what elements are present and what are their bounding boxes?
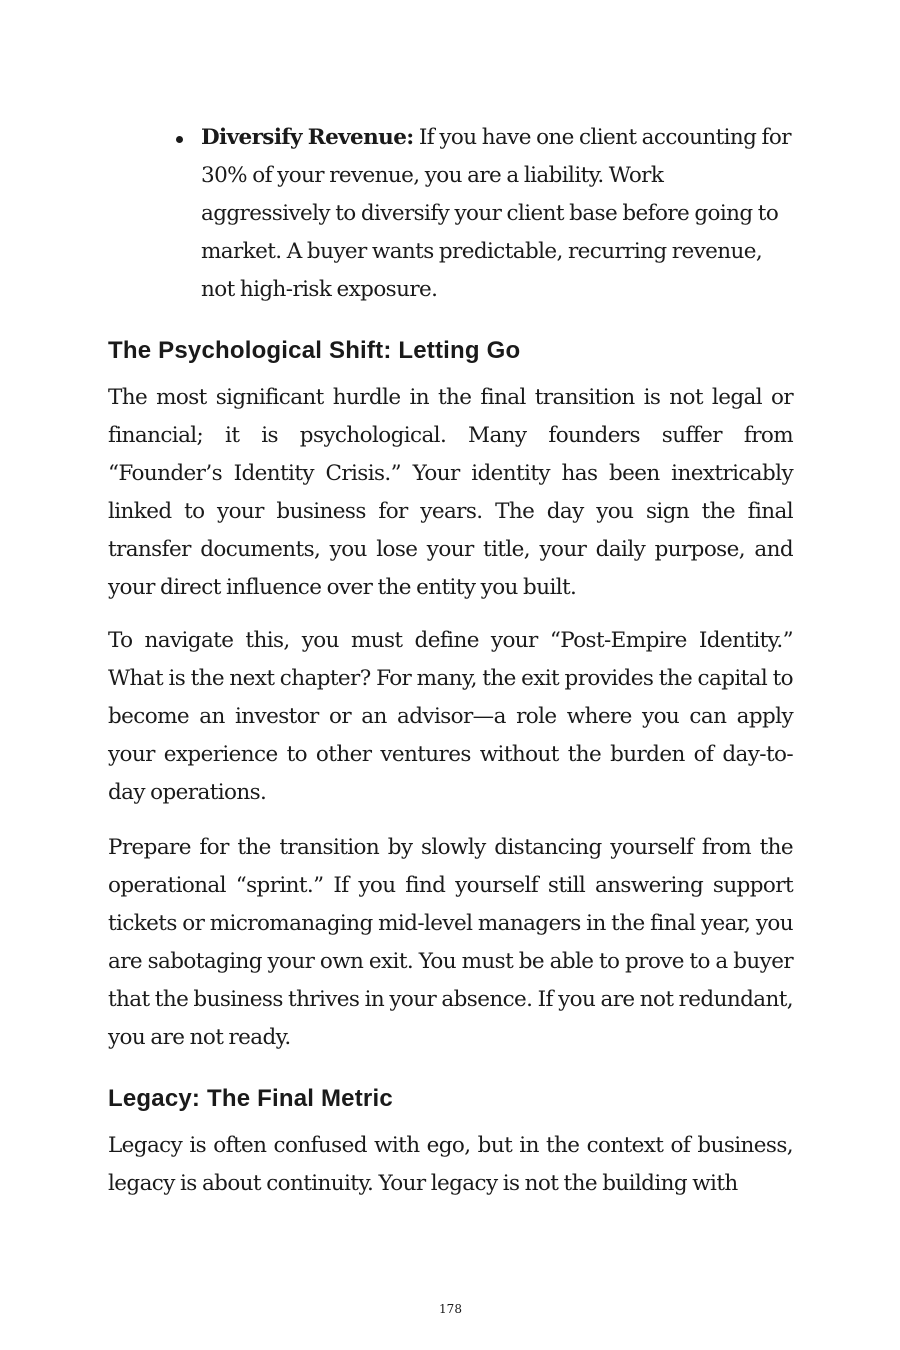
- paragraph: Prepare for the transition by slowly distancing yourself from the operational “sprint.” If you find yourself still answering support tickets or micromanaging mid-level managers in the final year, you are sabotaging your own exit. You must be able to prove to a buyer that the business thrives in your absence. If you are not redundant, you are not ready.: [108, 835, 793, 1050]
- list-item: [108, 119, 793, 309]
- page-number: 178: [439, 1302, 462, 1316]
- paragraph: The most significant hurdle in the final transition is not legal or financial; it is psychological. Many founders suffer from “Founder’s Identity Crisis.” Your identity has been inextricably linked to your business for years. The day you sign the final transfer documents, you lose your title, your daily purpose, and your direct influence over the entity you built.: [108, 385, 793, 600]
- section-heading-legacy: Legacy: The Final Metric: [108, 1085, 393, 1112]
- paragraph: Legacy is often confused with ego, but in the context of business, legacy is about continuity. Your legacy is not the building with: [108, 1133, 793, 1196]
- bullet-list: [108, 119, 793, 309]
- bullet-icon: [176, 136, 183, 143]
- bullet-body-text: If you have one client accounting for 30% of your revenue, you are a liability. Work aggressively to diversify your client base before going to market. A buyer wants predictable, recurring revenue, not high-risk exposure.: [201, 125, 791, 302]
- bullet-lead-text: Diversify Revenue:: [201, 125, 414, 150]
- section-heading-psychological-shift: The Psychological Shift: Letting Go: [108, 337, 521, 364]
- paragraph: To navigate this, you must define your “Post-Empire Identity.” What is the next chapter? For many, the exit provides the capital to become an investor or an advisor—a role where you can apply your experience to other ventures without the burden of day-to-day operations.: [108, 628, 793, 805]
- book-page: [108, 0, 793, 1350]
